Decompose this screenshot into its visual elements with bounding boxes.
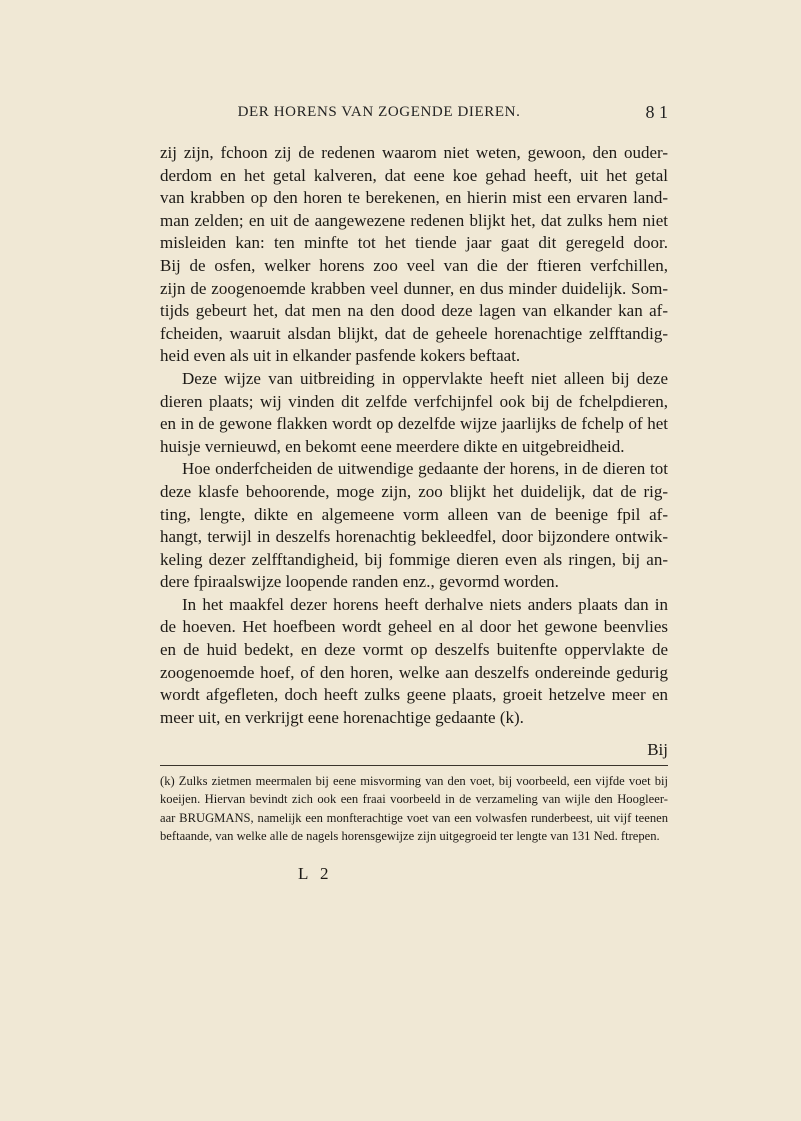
footnote-line: (k) Zulks zietmen meermalen bij eene misvorming van den voet, bij voorbeeld, een vijfde voet bij [160,774,668,788]
text-line: keling dezer zelfftandigheid, bij fommige dieren even als ringen, bij an- [160,549,668,569]
text-line: en de huid bedekt, en deze vormt op deszelfs buitenfte oppervlakte de [160,640,668,660]
text-line: zoogenoemde hoef, of den horen, welke aan deszelfs ondereinde gedurig [160,662,668,682]
text-line: Hoe onderfcheiden de uitwendige gedaante der horens, in de dieren tot [182,459,668,479]
signature-mark: L 2 [298,864,333,883]
text-line: dieren plaats; wij vinden dit zelfde verfchijnfel ook bij de fchelpdieren, [160,391,668,411]
page-number: 8 1 [645,102,668,122]
footnote-line: beftaande, van welke alle de nagels horensgewijze zijn uitgegroeid ter lengte van 131 Ned. ftrepen. [160,829,660,844]
text-line: misleiden kan: ten minfte tot het tiende jaar gaat dit geregeld door. [160,233,668,253]
text-line: ting, lengte, dikte en algemeene vorm alleen van de beenige fpil af- [160,504,668,524]
text-line: hangt, terwijl in deszelfs horenachtig bekleedfel, door bijzondere ontwik- [160,527,668,547]
text-line: de hoeven. Het hoefbeen wordt geheel en al door het gewone beenvlies [160,617,668,637]
text-line: In het maakfel dezer horens heeft derhalve niets anders plaats dan in [182,594,668,614]
running-header [160,104,668,130]
text-line: Bij de osfen, welker horens zoo veel van die der ftieren verfchillen, [160,255,668,275]
text-line: fcheiden, waaruit alsdan blijkt, dat de geheele horenachtige zelfftandig- [160,323,668,343]
text-line: wordt afgefleten, doch heeft zulks geene plaats, groeit hetzelve meer en [160,685,668,705]
text-line: en in de gewone flakken wordt op dezelfde wijze jaarlijks de fchelp of het [160,414,668,434]
footnote-rule [160,765,668,766]
text-line: Deze wijze van uitbreiding in oppervlakte heeft niet alleen bij deze [182,368,668,388]
text-line: zij zijn, fchoon zij de redenen waarom niet weten, gewoon, den ouder- [160,143,668,162]
text-line: man zelden; en uit de aangewezene redenen blijkt het, dat zulks hem niet [160,210,668,230]
text-line: tijds gebeurt het, dat men na den dood deze lagen van elkander kan af- [160,301,668,321]
text-line: huisje vernieuwd, en bekomt eene meerdere dikte en uitgebreidheid. [160,436,625,456]
catchword: Bij [647,740,668,759]
text-line: deze klasfe behoorende, moge zijn, zoo blijkt het duidelijk, dat de rig- [160,481,668,501]
text-line: van krabben op den horen te berekenen, en hierin mist een ervaren land- [160,188,668,208]
footnote [160,772,668,846]
body-text [160,142,668,729]
text-line: meer uit, en verkrijgt eene horenachtige gedaante (k). [160,707,524,727]
footnote-line: koeijen. Hiervan bevindt zich ook een fraai voorbeeld in de verzameling van wijle den Hoogleer- [160,792,668,807]
text-line: dere fpiraalswijze loopende randen enz., gevormd worden. [160,572,559,592]
text-line: heid even als uit in elkander pasfende kokers beftaat. [160,346,521,366]
text-line: zijn de zoogenoemde krabben veel dunner, en dus minder duidelijk. Som- [160,278,668,298]
footnote-line: aar BRUGMANS, namelijk een monfterachtige voet van een volwasfen runderbeest, uit vijf teenen [160,810,668,825]
running-title: DER HORENS VAN ZOGENDE DIEREN. [237,104,521,120]
text-line: derdom en het getal kalveren, dat eene koe gehad heeft, uit het getal [160,165,668,185]
